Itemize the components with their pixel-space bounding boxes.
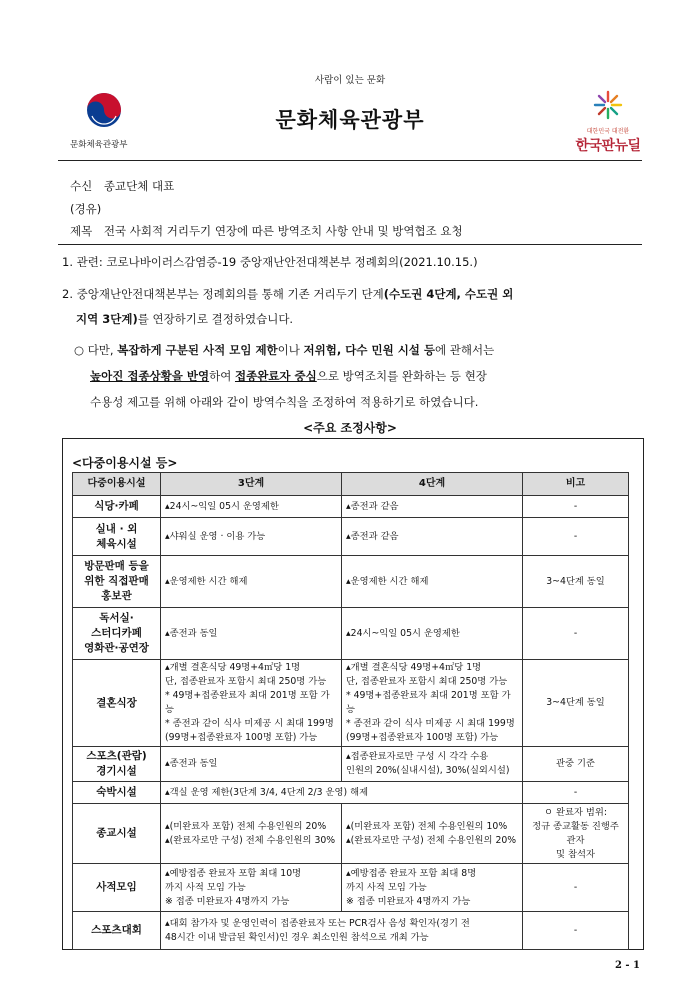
header-divider	[58, 160, 642, 161]
note-cell	[523, 496, 629, 518]
note-cell	[523, 912, 629, 950]
step4-cell-line: ▴접종완료자로만 구성 시 각각 수용	[346, 751, 489, 762]
step3-cell	[161, 556, 342, 608]
step3-cell	[161, 608, 342, 660]
note-cell	[523, 747, 629, 782]
newdeal-logo	[572, 90, 644, 155]
facility-cell	[73, 912, 161, 950]
merged-step-cell-line: ▴객실 운영 제한(3단계 3/4, 4단계 2/3 운영) 해제	[165, 786, 369, 798]
note-cell	[523, 864, 629, 912]
step4-cell	[342, 864, 523, 912]
subject-divider	[58, 244, 642, 245]
recipient-label: 수신	[70, 179, 93, 193]
facility-cell-line: 사적모임	[96, 881, 137, 893]
table-row	[73, 864, 629, 912]
merged-step-cell-line: 48시간 이내 발급된 확인서)인 경우 최소인원 참석으로 개최 가능	[165, 931, 429, 943]
recipient-line	[70, 178, 174, 194]
step3-cell	[161, 518, 342, 556]
section-heading: <주요 조정사항>	[303, 421, 397, 435]
p2-bold-b: (수도권 4단계, 수도권 외	[383, 287, 514, 301]
note-cell	[523, 660, 629, 747]
facility-cell	[73, 518, 161, 556]
step4-cell-line: * 49명+접종완료자 최대 201명 포함 가능	[346, 690, 511, 715]
newdeal-logo-sub: 대한민국 대전환	[586, 128, 630, 135]
table-row	[73, 747, 629, 782]
step4-cell-line: 인원의 20%(실내시설), 30%(실외시설)	[346, 765, 510, 776]
facility-cell-line: 실내 · 외	[95, 522, 138, 535]
step4-cell-line: ▴운영제한 시간 해제	[346, 575, 429, 587]
step4-cell-line: ▴(완료자로만 구성) 전체 수용인원의 20%	[346, 834, 517, 846]
slogan: 사람이 있는 문화	[314, 75, 386, 86]
step3-cell	[161, 660, 342, 747]
merged-step-cell-line: ▴대회 참가자 및 운영인력이 접종완료자 또는 PCR검사 음성 확인자(경기 전	[165, 917, 470, 929]
note-cell	[523, 782, 629, 804]
note-cell-line: -	[573, 530, 578, 542]
step3-cell-line: ※ 접종 미완료자 4명까지 가능	[165, 895, 290, 907]
facility-cell	[73, 782, 161, 804]
paragraph-1: 1. 관련: 코로나바이러스감염증-19 중앙재난안전대책본부 정례회의(2021.10.15.)	[62, 255, 478, 269]
facility-cell	[73, 804, 161, 864]
header-step4: 4단계	[342, 473, 523, 496]
step4-cell-line: ※ 접종 미완료자 4명까지 가능	[346, 895, 471, 907]
header-note: 비고	[523, 473, 629, 496]
ministry-title: 문화체육관광부	[275, 108, 425, 132]
facility-cell-line: 독서실·	[99, 612, 134, 624]
step3-cell-line: ▴개별 결혼식당 49명+4㎡당 1명	[165, 662, 301, 673]
facility-cell-line: 위한 직접판매	[84, 575, 149, 587]
table-title: <다중이용시설 등>	[72, 456, 178, 470]
step4-cell	[342, 556, 523, 608]
facility-cell-line: 영화관·공연장	[84, 642, 149, 654]
facility-cell-line: 스포츠(관람)	[86, 750, 147, 762]
step3-cell-line: 까지 사적 모임 가능	[165, 881, 246, 893]
merged-step-cell	[161, 782, 523, 804]
table-row	[73, 608, 629, 660]
facility-cell	[73, 496, 161, 518]
step4-cell	[342, 518, 523, 556]
facility-cell	[73, 864, 161, 912]
step3-cell-line: ▴종전과 동일	[165, 758, 218, 769]
step4-cell	[342, 608, 523, 660]
step3-cell-line: ▴샤워실 운영 · 이용 가능	[165, 530, 266, 542]
newdeal-logo-main: 한국판뉴딜	[575, 138, 641, 154]
b1-b: 복잡하게 구분된 사적 모임 제한	[117, 343, 278, 357]
note-cell-line: -	[573, 500, 578, 512]
table-row	[73, 556, 629, 608]
recipient: 종교단체 대표	[103, 179, 175, 193]
merged-step-cell	[161, 912, 523, 950]
note-cell-line: 및 참석자	[556, 848, 595, 860]
step3-cell-line: (99명+접종완료자 100명 포함) 가능	[165, 732, 318, 743]
step4-cell-line: * 종전과 같이 식사 미제공 시 최대 199명	[346, 718, 515, 729]
table-row	[73, 912, 629, 950]
step3-cell-line: ▴예방접종 완료자 포함 최대 10명	[165, 867, 302, 879]
facility-cell	[73, 556, 161, 608]
step3-cell	[161, 747, 342, 782]
table-header-row	[73, 473, 629, 496]
note-cell-line: -	[573, 924, 578, 936]
table-row	[73, 496, 629, 518]
subject: 전국 사회적 거리두기 연장에 따른 방역조치 사항 안내 및 방역협조 요청	[103, 224, 463, 238]
note-cell	[523, 518, 629, 556]
step3-cell-line: 단, 접종완료자 포함시 최대 250명 가능	[165, 676, 327, 687]
step4-cell-line: 단, 접종완료자 포함시 최대 250명 가능	[346, 676, 508, 687]
facility-cell-line: 종교시설	[96, 827, 137, 839]
note-cell	[523, 608, 629, 660]
table-body	[73, 496, 629, 950]
step4-cell-line: ▴종전과 같음	[346, 530, 399, 542]
bullet-paragraph	[74, 337, 640, 415]
note-cell-line: -	[573, 627, 578, 639]
table-row	[73, 804, 629, 864]
step3-cell	[161, 496, 342, 518]
note-cell-line: -	[573, 881, 578, 893]
ministry-logo-label: 문화체육관광부	[70, 140, 128, 150]
b1-c: 이나	[277, 343, 300, 357]
note-cell-line: ㅇ 완료자 범위:	[544, 806, 607, 818]
facility-cell-line: 경기시설	[96, 765, 137, 777]
step3-cell-line: ▴운영제한 시간 해제	[165, 575, 248, 587]
step4-cell-line: 까지 사적 모임 가능	[346, 881, 427, 893]
step4-cell	[342, 804, 523, 864]
note-cell-line: 3~4단계 동일	[546, 575, 605, 587]
table-row	[73, 518, 629, 556]
facilities-table	[72, 472, 629, 950]
note-cell	[523, 804, 629, 864]
facility-cell-line: 방문판매 등을	[84, 560, 149, 572]
facility-cell-line: 식당·카페	[94, 500, 139, 512]
step3-cell-line: * 종전과 같이 식사 미제공 시 최대 199명	[165, 718, 334, 729]
step3-cell-line: ▴24시~익일 05시 운영제한	[165, 500, 279, 512]
step4-cell-line: ▴종전과 같음	[346, 500, 399, 512]
b1-e: 에 관해서는	[435, 343, 495, 357]
table-row	[73, 782, 629, 804]
facility-cell-line: 스터디카페	[91, 627, 142, 639]
b1-j: 수용성 제고를 위해 아래와 같이 방역수칙을 조정하여 적용하기로 하였습니다.	[90, 395, 479, 409]
facility-cell-line: 홍보관	[101, 590, 132, 602]
note-cell-line: 정규 종교활동 진행주	[532, 820, 619, 832]
newdeal-mark-icon	[591, 90, 625, 120]
note-cell-line: 관중 기준	[556, 758, 595, 769]
facility-cell	[73, 608, 161, 660]
step4-cell-line: ▴예방접종 완료자 포함 최대 8명	[346, 867, 477, 879]
b1-a: ○ 다만,	[74, 343, 114, 357]
step4-cell	[342, 496, 523, 518]
b1-g: 하여	[209, 369, 232, 383]
facility-cell-line: 숙박시설	[96, 786, 137, 798]
step4-cell-line: ▴24시~익일 05시 운영제한	[346, 627, 460, 639]
step3-cell-line: ▴(미완료자 포함) 전체 수용인원의 20%	[165, 820, 327, 832]
step3-cell-line: ▴종전과 동일	[165, 627, 218, 639]
p2-text-a: 2. 중앙재난안전대책본부는 정례회의를 통해 기존 거리두기 단계	[62, 287, 384, 301]
note-cell	[523, 556, 629, 608]
note-cell-line: -	[573, 786, 578, 798]
step4-cell-line: ▴(미완료자 포함) 전체 수용인원의 10%	[346, 820, 508, 832]
b1-h: 접종완료자 중심	[234, 369, 317, 383]
p2-bold-c: 지역 3단계)	[76, 312, 138, 326]
note-cell-line: 3~4단계 동일	[546, 697, 605, 708]
header-step3: 3단계	[161, 473, 342, 496]
paragraph-2	[62, 282, 640, 332]
facility-cell-line: 체육시설	[96, 537, 137, 550]
via-line: (경유)	[70, 202, 102, 216]
b1-d: 저위험, 다수 민원 시설 등	[303, 343, 436, 357]
step3-cell-line: ▴(완료자로만 구성) 전체 수용인원의 30%	[165, 834, 336, 846]
note-cell-line: 관자	[566, 834, 585, 846]
step3-cell	[161, 864, 342, 912]
page-number: 2 - 1	[614, 960, 640, 971]
facility-cell-line: 결혼식장	[96, 696, 137, 709]
step4-cell	[342, 747, 523, 782]
step3-cell	[161, 804, 342, 864]
b1-f: 높아진 접종상황을 반영	[90, 369, 210, 383]
step4-cell	[342, 660, 523, 747]
facility-cell-line: 스포츠대회	[91, 924, 142, 936]
facility-cell	[73, 660, 161, 747]
header-facility: 다중이용시설	[73, 473, 161, 496]
b1-i: 으로 방역조치를 완화하는 등 현장	[316, 369, 487, 383]
p2-text-d: 를 연장하기로 결정하였습니다.	[137, 312, 294, 326]
subject-line	[70, 223, 463, 239]
facility-cell	[73, 747, 161, 782]
subject-label: 제목	[70, 224, 93, 238]
table-row	[73, 660, 629, 747]
step3-cell-line: * 49명+접종완료자 최대 201명 포함 가능	[165, 690, 330, 715]
step4-cell-line: ▴개별 결혼식당 49명+4㎡당 1명	[346, 662, 482, 673]
step4-cell-line: (99명+접종완료자 100명 포함) 가능	[346, 732, 499, 743]
